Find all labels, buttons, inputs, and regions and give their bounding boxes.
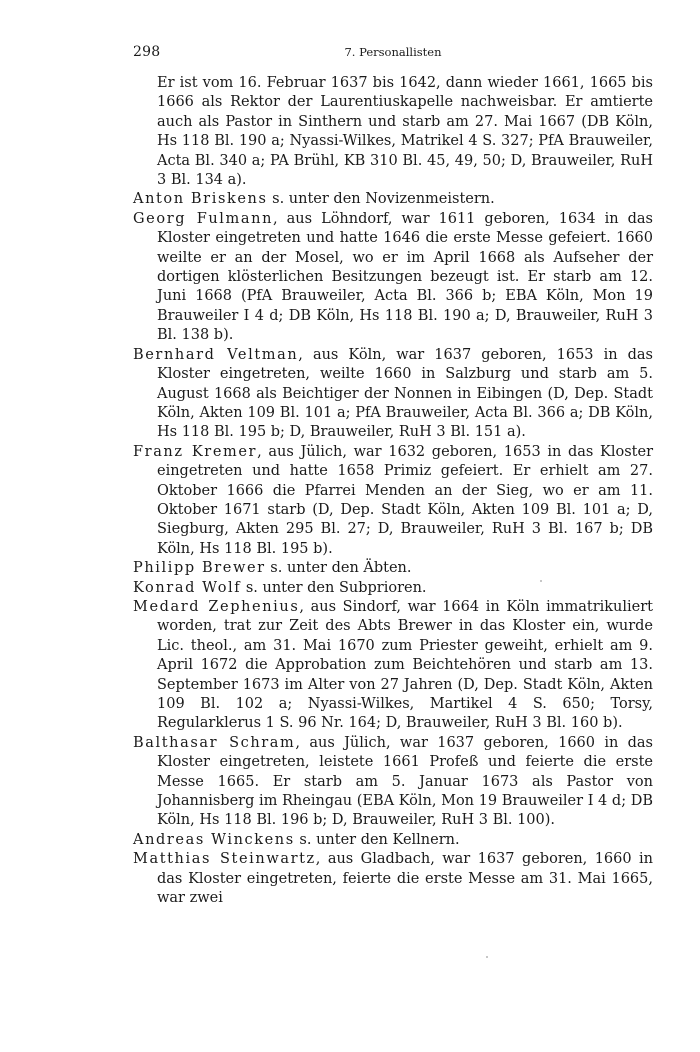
personnel-list bbox=[133, 74, 653, 908]
entry-text: s. unter den Äbten. bbox=[265, 560, 412, 577]
entry-continuation bbox=[133, 74, 653, 190]
entry-matthias-steinwartz bbox=[133, 850, 653, 908]
entry-name: Andreas Winckens bbox=[133, 831, 295, 848]
running-head: 7. Personallisten bbox=[344, 45, 442, 59]
entry-anton-briskens bbox=[133, 190, 653, 209]
entry-text: s. unter den Kellnern. bbox=[294, 831, 460, 848]
entry-konrad-wolf bbox=[133, 579, 653, 598]
entry-name: Matthias Steinwartz bbox=[133, 851, 316, 868]
paper-speck bbox=[540, 580, 542, 582]
entry-text: , aus Jülich, war 1637 geboren, 1660 in das Kloster eingetreten, leistete 1661 Profeß und feierte die erste Messe 1665. Er starb am 5. Januar 1673 als Pastor von Johannisberg im Rheingau (EBA Köln, Mon 19 Brauweiler I 4 d; DB Köln, Hs 118 Bl. 196 b; D, Brauweiler, RuH 3 Bl. 100). bbox=[157, 734, 654, 829]
entry-text: , aus Jülich, war 1632 geboren, 1653 in das Kloster eingetreten und hatte 1658 Primiz gefeiert. Er erhielt am 27. Oktober 1666 die Pfarrei Menden an der Sieg, wo er am 11. Oktober 1671 starb (D, Dep. Stadt Köln, Akten 109 Bl. 101 a; D, Siegburg, Akten 295 Bl. 27; D, Brauweiler, RuH 3 Bl. 167 b; DB Köln, Hs 118 Bl. 195 b). bbox=[157, 443, 654, 557]
entry-andreas-winckens bbox=[133, 831, 653, 850]
entry-georg-fulmann bbox=[133, 210, 653, 346]
entry-balthasar-schram bbox=[133, 734, 653, 831]
entry-text: Er ist vom 16. Februar 1637 bis 1642, dann wieder 1661, 1665 bis 1666 als Rektor der Laurentiuskapelle nachweisbar. Er amtierte auch als Pastor in Sinthern und starb am 27. Mai 1667 (DB Köln, Hs 118 Bl. 190 a; Nyassi-Wilkes, Matrikel 4 S. 327; PfA Brauweiler, Acta Bl. 340 a; PA Brühl, KB 310 Bl. 45, 49, 50; D, Brauweiler, RuH 3 Bl. 134 a). bbox=[157, 75, 653, 189]
entry-name: Franz Kremer bbox=[133, 443, 258, 460]
entry-text: , aus Löhndorf, war 1611 geboren, 1634 in das Kloster eingetreten und hatte 1646 die erste Messe gefeiert. 1660 weilte er an der Mosel, wo er im April 1668 als Aufseher der dortigen klösterlichen Besitzungen bezeugt ist. Er starb am 12. Juni 1668 (PfA Brauweiler, Acta Bl. 366 b; EBA Köln, Mon 19 Brauweiler I 4 d; DB Köln, Hs 118 Bl. 190 a; D, Brauweiler, RuH 3 Bl. 138 b). bbox=[157, 210, 653, 344]
entry-philipp-brewer bbox=[133, 559, 653, 578]
entry-text: , aus Gladbach, war 1637 geboren, 1660 in das Kloster eingetreten, feierte die erste Messe am 31. Mai 1665, war zwei bbox=[157, 851, 653, 907]
entry-franz-kremer bbox=[133, 443, 653, 559]
entry-name: Anton Briskens bbox=[133, 191, 268, 208]
entry-name: Medard Zephenius bbox=[133, 598, 300, 615]
entry-medard-zephenius bbox=[133, 598, 653, 734]
entry-text: s. unter den Subprioren. bbox=[241, 579, 427, 596]
entry-text: , aus Sindorf, war 1664 in Köln immatrikuliert worden, trat zur Zeit des Abts Brewer in das Kloster ein, wurde Lic. theol., am 31. Mai 1670 zum Priester geweiht, erhielt am 9. April 1672 die Approbation zum Beichtehören und starb am 13. September 1673 im Alter von 27 Jahren (D, Dep. Stadt Köln, Akten 109 Bl. 102 a; Nyassi-Wilkes, Martikel 4 S. 650; Torsy, Regularklerus 1 S. 96 Nr. 164; D, Brauweiler, RuH 3 Bl. 160 b). bbox=[157, 598, 654, 732]
entry-name: Georg Fulmann bbox=[133, 210, 274, 227]
entry-text: , aus Köln, war 1637 geboren, 1653 in das Kloster eingetreten, weilte 1660 in Salzburg und starb am 5. August 1668 als Beichtiger der Nonnen in Eibingen (D, Dep. Stadt Köln, Akten 109 Bl. 101 a; PfA Brauweiler, Acta Bl. 366 a; DB Köln, Hs 118 Bl. 195 b; D, Brauweiler, RuH 3 Bl. 151 a). bbox=[157, 346, 653, 441]
entry-text: s. unter den Novizenmeistern. bbox=[267, 191, 495, 208]
entry-bernhard-veltman bbox=[133, 346, 653, 443]
page-number: 298 bbox=[133, 44, 161, 60]
entry-name: Philipp Brewer bbox=[133, 560, 266, 577]
page-header bbox=[133, 44, 653, 64]
entry-name: Balthasar Schram bbox=[133, 734, 296, 751]
entry-name: Bernhard Veltman bbox=[133, 346, 299, 363]
paper-speck bbox=[486, 956, 488, 958]
entry-name: Konrad Wolf bbox=[133, 579, 242, 596]
